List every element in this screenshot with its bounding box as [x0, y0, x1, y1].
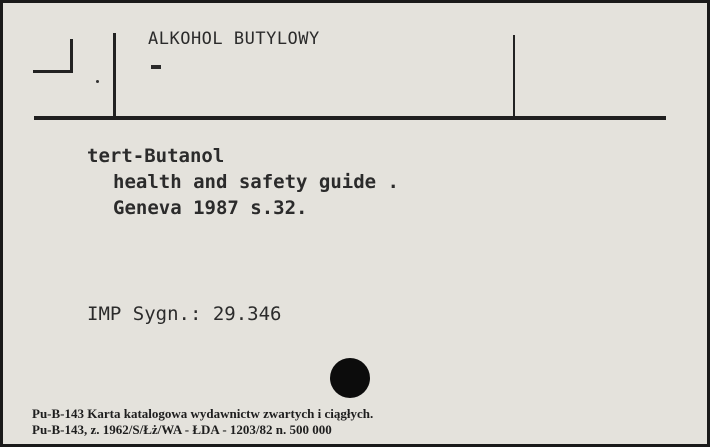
corner-mark — [33, 70, 73, 73]
imprint-line: Geneva 1987 s.32. — [113, 197, 308, 219]
catalog-card — [3, 3, 707, 444]
left-rule — [113, 33, 116, 117]
form-footer-line-1: Pu-B-143 Karta katalogowa wydawnictw zwartych i ciągłych. — [32, 406, 374, 421]
punch-hole — [330, 358, 370, 398]
subject-heading: ALKOHOL BUTYLOWY — [148, 29, 320, 49]
ink-dot — [96, 80, 99, 83]
right-rule — [513, 35, 515, 117]
title-line: tert-Butanol — [87, 145, 225, 167]
call-number: IMP Sygn.: 29.346 — [87, 303, 282, 325]
header-rule — [34, 116, 666, 120]
form-footer-line-2: Pu-B-143, z. 1962/S/Łż/WA - ŁDA - 1203/82 n. 500 000 — [32, 422, 332, 437]
corner-mark — [70, 39, 73, 73]
heading-dash — [151, 65, 161, 69]
subtitle-line: health and safety guide . — [113, 171, 399, 193]
